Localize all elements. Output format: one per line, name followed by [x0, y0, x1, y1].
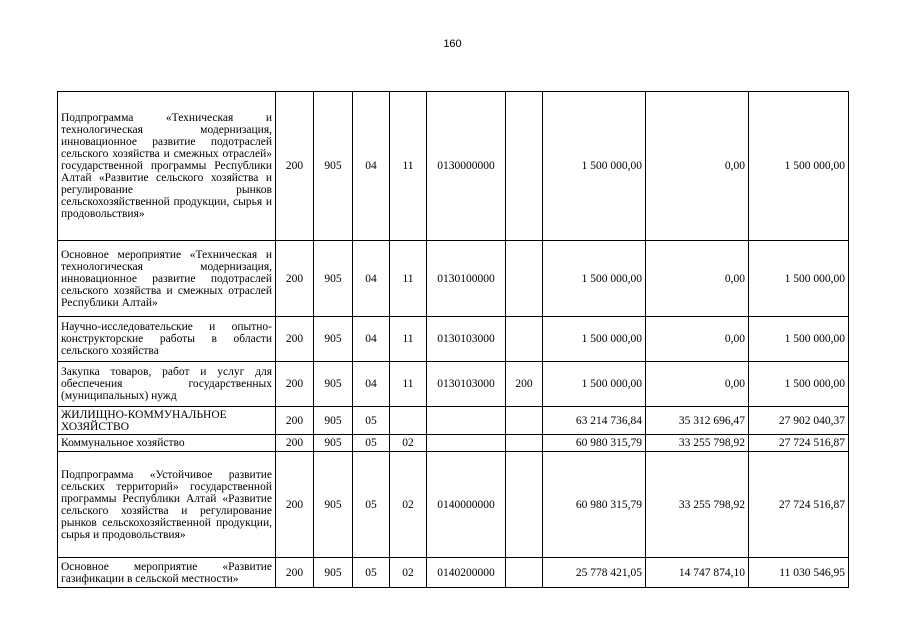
amount-cell: 1 500 000,00 — [543, 317, 646, 362]
table-row — [58, 452, 849, 558]
amount-cell: 0,00 — [646, 92, 749, 241]
code-cell: 04 — [353, 362, 390, 407]
row-name: Подпрограмма «Техническая и технологическая модернизация, инновационное развитие подотраслей сельского хозяйства и смежных отраслей» государственной программы Республики Алтай «Развитие сельского хозяйства и регулирование рынков сельскохозяйственной продукции, сырья и продовольствия» — [58, 92, 276, 241]
row-name: ЖИЛИЩНО-КОММУНАЛЬНОЕ ХОЗЯЙСТВО — [58, 407, 276, 435]
amount-cell: 1 500 000,00 — [749, 92, 849, 241]
amount-cell: 1 500 000,00 — [543, 92, 646, 241]
row-name: Подпрограмма «Устойчивое развитие сельских территорий» государственной программы Республики Алтай «Развитие сельского хозяйства и регулирование рынков сельскохозяйственной продукции, сырья и продовольствия» — [58, 452, 276, 558]
table-row — [58, 362, 849, 407]
code-cell — [506, 241, 543, 317]
table-row — [58, 241, 849, 317]
code-cell: 02 — [390, 452, 427, 558]
code-cell: 200 — [276, 362, 314, 407]
amount-cell: 1 500 000,00 — [749, 317, 849, 362]
amount-cell: 27 724 516,87 — [749, 452, 849, 558]
code-cell: 04 — [353, 92, 390, 241]
amount-cell: 0,00 — [646, 241, 749, 317]
code-cell — [506, 317, 543, 362]
amount-cell: 27 724 516,87 — [749, 435, 849, 452]
code-cell: 0130103000 — [427, 362, 506, 407]
code-cell: 04 — [353, 241, 390, 317]
row-name: Научно-исследовательские и опытно-конструкторские работы в области сельского хозяйства — [58, 317, 276, 362]
code-cell: 0130100000 — [427, 241, 506, 317]
code-cell: 905 — [314, 317, 353, 362]
code-cell: 05 — [353, 558, 390, 588]
code-cell — [506, 407, 543, 435]
code-cell — [506, 435, 543, 452]
code-cell: 05 — [353, 435, 390, 452]
code-cell: 04 — [353, 317, 390, 362]
code-cell: 200 — [276, 452, 314, 558]
row-name: Коммунальное хозяйство — [58, 435, 276, 452]
amount-cell: 1 500 000,00 — [749, 241, 849, 317]
code-cell: 02 — [390, 435, 427, 452]
code-cell: 02 — [390, 558, 427, 588]
row-name: Основное мероприятие «Развитие газификации в сельской местности» — [58, 558, 276, 588]
code-cell: 05 — [353, 452, 390, 558]
code-cell: 905 — [314, 452, 353, 558]
table-row — [58, 407, 849, 435]
code-cell: 905 — [314, 92, 353, 241]
code-cell: 905 — [314, 407, 353, 435]
row-name: Основное мероприятие «Техническая и технологическая модернизация, инновационное развитие подотраслей сельского хозяйства и смежных отраслей Республики Алтай» — [58, 241, 276, 317]
code-cell: 11 — [390, 317, 427, 362]
amount-cell: 0,00 — [646, 317, 749, 362]
amount-cell: 33 255 798,92 — [646, 452, 749, 558]
amount-cell: 25 778 421,05 — [543, 558, 646, 588]
amount-cell: 1 500 000,00 — [543, 362, 646, 407]
code-cell: 200 — [506, 362, 543, 407]
row-name: Закупка товаров, работ и услуг для обеспечения государственных (муниципальных) нужд — [58, 362, 276, 407]
code-cell: 05 — [353, 407, 390, 435]
code-cell: 0130103000 — [427, 317, 506, 362]
code-cell: 905 — [314, 558, 353, 588]
table-row — [58, 317, 849, 362]
code-cell: 200 — [276, 317, 314, 362]
amount-cell: 14 747 874,10 — [646, 558, 749, 588]
code-cell: 200 — [276, 92, 314, 241]
budget-table — [57, 91, 849, 588]
amount-cell: 63 214 736,84 — [543, 407, 646, 435]
code-cell: 200 — [276, 558, 314, 588]
code-cell: 905 — [314, 241, 353, 317]
code-cell: 11 — [390, 92, 427, 241]
code-cell: 0130000000 — [427, 92, 506, 241]
table-row — [58, 435, 849, 452]
amount-cell: 1 500 000,00 — [749, 362, 849, 407]
amount-cell: 33 255 798,92 — [646, 435, 749, 452]
code-cell: 200 — [276, 407, 314, 435]
code-cell — [506, 558, 543, 588]
code-cell — [427, 407, 506, 435]
code-cell — [506, 452, 543, 558]
page-number: 160 — [443, 38, 462, 50]
amount-cell: 60 980 315,79 — [543, 452, 646, 558]
code-cell: 905 — [314, 362, 353, 407]
table-row — [58, 92, 849, 241]
amount-cell: 35 312 696,47 — [646, 407, 749, 435]
code-cell: 200 — [276, 435, 314, 452]
code-cell — [506, 92, 543, 241]
table-row — [58, 558, 849, 588]
amount-cell: 11 030 546,95 — [749, 558, 849, 588]
code-cell — [427, 435, 506, 452]
amount-cell: 60 980 315,79 — [543, 435, 646, 452]
code-cell: 0140000000 — [427, 452, 506, 558]
amount-cell: 0,00 — [646, 362, 749, 407]
code-cell: 905 — [314, 435, 353, 452]
code-cell — [390, 407, 427, 435]
amount-cell: 1 500 000,00 — [543, 241, 646, 317]
code-cell: 11 — [390, 362, 427, 407]
code-cell: 200 — [276, 241, 314, 317]
amount-cell: 27 902 040,37 — [749, 407, 849, 435]
code-cell: 0140200000 — [427, 558, 506, 588]
code-cell: 11 — [390, 241, 427, 317]
